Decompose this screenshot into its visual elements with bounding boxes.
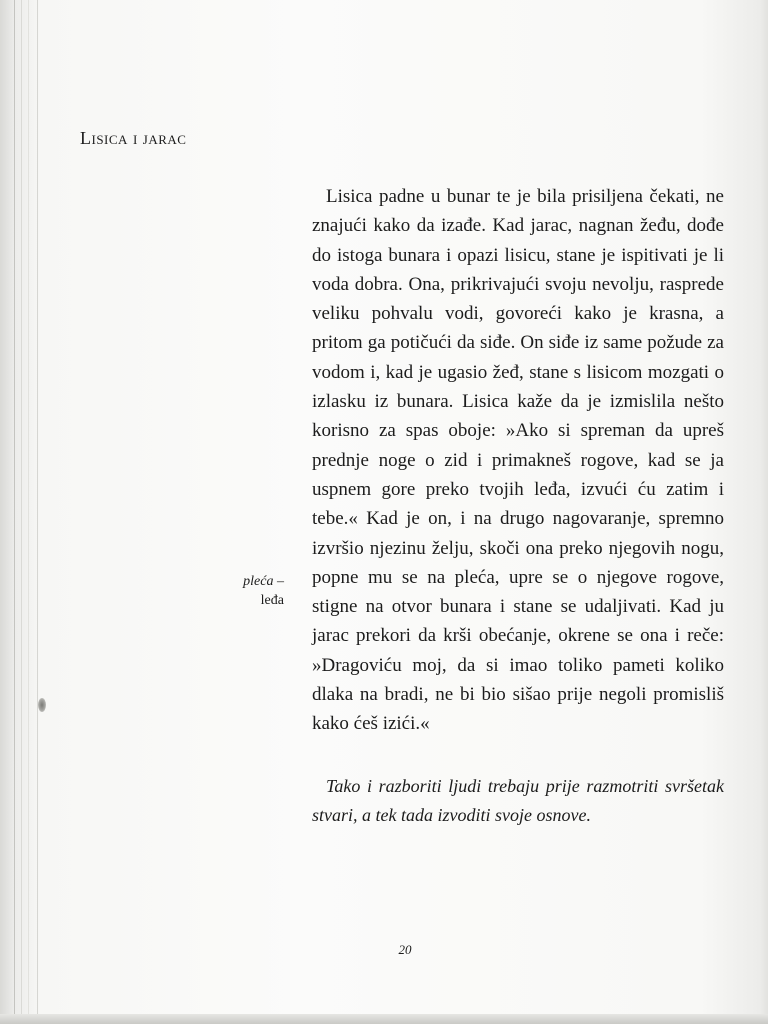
page-stack-edge <box>14 0 38 1024</box>
page-number: 20 <box>398 942 412 957</box>
fable-moral: Tako i razboriti ljudi trebaju prije razmotriti svršetak stvari, a tek tada izvoditi svoje osnove. <box>312 776 724 825</box>
gloss-definition: leđa <box>260 593 284 608</box>
body-paragraph: Lisica padne u bunar te je bila prisiljena čekati, ne znajući kako da izađe. Kad jarac, nagnan žeđu, dođe do istoga bunara i opazi lisicu, stane je ispitivati je li voda dobra. Ona, prikrivajući svoju nevolju, rasprede veliku pohvalu vodi, govoreći kako je krasna, a pritom ga potičući da siđe. On siđe iz same požude za vodom i, kad je ugasio žeđ, stane s lisicom mozgati o izlasku iz bunara. Lisica kaže da je izmislila nešto korisno za spas oboje: »Ako si spreman da upreš prednje noge o zid i primakneš rogove, kad se ja uspnem gore preko tvojih leđa, izvući ću zatim i tebe.« Kad je on, i na drugo nagovaranje, spremno izvršio njezinu želju, skoči ona preko njegovih nogu, popne mu se na pleća, upre se o njegove rogove, stigne na otvor bunara i stane se udaljivati. Kad ju jarac prekori da krši obećanje, okrene se ona i reče: »Dragoviću moj, da si imao toliko pameti koliko dlaka na bradi, ne bi bio sišao prije negoli promisliš kako ćeš izići.« <box>312 186 724 735</box>
ink-smudge <box>38 698 46 712</box>
fable-title: Lisica i jarac <box>80 128 187 148</box>
margin-gloss <box>210 572 284 610</box>
gloss-term: pleća – <box>243 574 284 589</box>
fable-body <box>312 182 724 739</box>
page-bottom-edge <box>0 1014 768 1024</box>
